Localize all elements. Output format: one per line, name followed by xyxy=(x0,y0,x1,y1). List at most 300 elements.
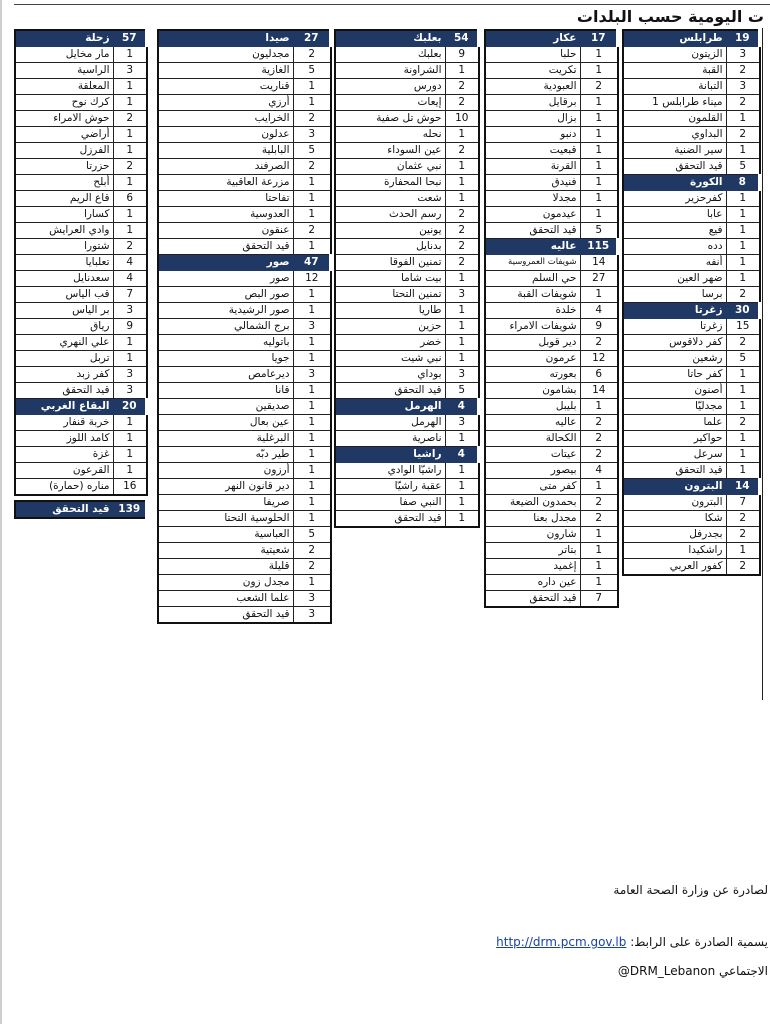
town-name: خربة قنفار xyxy=(15,415,113,431)
town-case-count: 1 xyxy=(445,463,479,479)
town-row xyxy=(158,559,331,575)
town-name: حزرتا xyxy=(15,159,113,175)
town-case-count: 1 xyxy=(293,463,331,479)
town-case-count: 1 xyxy=(726,543,760,559)
district-name: راشيا xyxy=(335,447,445,463)
town-name: ضهر العين xyxy=(623,271,726,287)
town-name: علما الشعب xyxy=(158,591,293,607)
town-name: مجدلا xyxy=(485,191,580,207)
town-case-count: 1 xyxy=(293,575,331,591)
table-akkar-aley xyxy=(484,29,620,608)
district-header-row xyxy=(623,175,760,191)
town-row xyxy=(623,287,760,303)
town-row xyxy=(15,447,147,463)
town-case-count: 3 xyxy=(445,415,479,431)
town-case-count: 1 xyxy=(726,255,760,271)
town-case-count: 1 xyxy=(726,447,760,463)
district-total-count: 19 xyxy=(726,30,760,47)
town-row xyxy=(623,351,760,367)
town-case-count: 1 xyxy=(580,559,618,575)
town-name: كفر زبد xyxy=(15,367,113,383)
town-case-count: 2 xyxy=(580,79,618,95)
town-case-count: 3 xyxy=(293,607,331,624)
town-case-count: 10 xyxy=(445,111,479,127)
town-case-count: 1 xyxy=(293,447,331,463)
town-case-count: 2 xyxy=(293,111,331,127)
town-case-count: 1 xyxy=(293,79,331,95)
town-row xyxy=(485,47,618,63)
town-row xyxy=(623,191,760,207)
town-name: طاريا xyxy=(335,303,445,319)
town-row xyxy=(485,191,618,207)
town-name: البترون xyxy=(623,495,726,511)
town-row xyxy=(335,335,479,351)
town-name: الشراونة xyxy=(335,63,445,79)
grand-total-table xyxy=(14,500,149,519)
town-row xyxy=(335,463,479,479)
town-row xyxy=(623,335,760,351)
town-name: خلدة xyxy=(485,303,580,319)
town-row xyxy=(623,415,760,431)
town-case-count: 1 xyxy=(726,191,760,207)
town-row xyxy=(335,63,479,79)
town-row xyxy=(15,79,147,95)
town-name: نبي شيت xyxy=(335,351,445,367)
town-name: كسارا xyxy=(15,207,113,223)
town-case-count: 3 xyxy=(293,367,331,383)
town-row xyxy=(485,271,618,287)
town-name: عنقون xyxy=(158,223,293,239)
town-name: العبودية xyxy=(485,79,580,95)
town-name: عين بعال xyxy=(158,415,293,431)
town-row xyxy=(623,367,760,383)
town-name: مجدليّا xyxy=(623,399,726,415)
district-total-count: 115 xyxy=(580,239,618,255)
town-case-count: 1 xyxy=(580,575,618,591)
town-case-count: 1 xyxy=(445,303,479,319)
town-case-count: 1 xyxy=(580,175,618,191)
town-case-count: 14 xyxy=(580,255,618,271)
town-name: حزين xyxy=(335,319,445,335)
town-row xyxy=(158,543,331,559)
footer-website-link[interactable]: http://drm.pcm.gov.lb xyxy=(496,935,627,949)
town-row xyxy=(623,511,760,527)
town-name: سعدنايل xyxy=(15,271,113,287)
town-name: أرزي xyxy=(158,95,293,111)
town-name: كامد اللوز xyxy=(15,431,113,447)
town-name: تمنين الفوقا xyxy=(335,255,445,271)
town-case-count: 1 xyxy=(445,191,479,207)
town-case-count: 4 xyxy=(113,271,147,287)
town-case-count: 5 xyxy=(726,351,760,367)
town-case-count: 1 xyxy=(580,399,618,415)
town-case-count: 1 xyxy=(445,175,479,191)
town-case-count: 1 xyxy=(726,431,760,447)
town-case-count: 1 xyxy=(726,239,760,255)
district-table xyxy=(157,29,333,624)
town-row xyxy=(623,159,760,175)
district-name: عاليه xyxy=(485,239,580,255)
town-name: شتورا xyxy=(15,239,113,255)
town-case-count: 2 xyxy=(293,559,331,575)
town-row xyxy=(15,335,147,351)
town-case-count: 3 xyxy=(113,303,147,319)
town-case-count: 16 xyxy=(113,479,147,496)
town-name: عابا xyxy=(623,207,726,223)
town-row xyxy=(485,527,618,543)
cropped-table-edge xyxy=(762,28,770,700)
town-row xyxy=(485,79,618,95)
town-row xyxy=(335,95,479,111)
town-row xyxy=(15,431,147,447)
town-name: بجدرفل xyxy=(623,527,726,543)
town-row xyxy=(623,543,760,559)
town-name: باتوليه xyxy=(158,335,293,351)
town-name: عين السوداء xyxy=(335,143,445,159)
district-header-row xyxy=(335,447,479,463)
town-row xyxy=(623,527,760,543)
town-case-count: 3 xyxy=(113,63,147,79)
town-name: عرمون xyxy=(485,351,580,367)
town-row xyxy=(15,95,147,111)
town-row xyxy=(158,63,331,79)
district-total-count: 27 xyxy=(293,30,331,47)
town-name: صور xyxy=(158,271,293,287)
district-name: زغرتا xyxy=(623,303,726,319)
town-name: قيد التحقق xyxy=(623,159,726,175)
town-case-count: 1 xyxy=(293,335,331,351)
town-name: كرك نوح xyxy=(15,95,113,111)
town-name: راشيّا الوادي xyxy=(335,463,445,479)
table-saida-tyre xyxy=(157,29,333,624)
town-case-count: 1 xyxy=(293,303,331,319)
town-name: نبحا المحفارة xyxy=(335,175,445,191)
town-case-count: 3 xyxy=(293,127,331,143)
town-case-count: 9 xyxy=(445,47,479,63)
town-case-count: 5 xyxy=(293,143,331,159)
town-row xyxy=(623,271,760,287)
town-case-count: 2 xyxy=(726,335,760,351)
district-total-count: 8 xyxy=(726,175,760,191)
town-name: إيعات xyxy=(335,95,445,111)
town-row xyxy=(623,223,760,239)
town-row xyxy=(485,287,618,303)
town-name: بدنايل xyxy=(335,239,445,255)
town-row xyxy=(335,175,479,191)
town-row xyxy=(15,47,147,63)
town-name: طير دبّه xyxy=(158,447,293,463)
town-case-count: 1 xyxy=(113,415,147,431)
town-row xyxy=(158,383,331,399)
footer-link-line xyxy=(496,935,768,949)
town-row xyxy=(158,239,331,255)
town-case-count: 1 xyxy=(580,95,618,111)
town-name: التبانة xyxy=(623,79,726,95)
town-row xyxy=(15,319,147,335)
town-row xyxy=(623,79,760,95)
town-name: الراسية xyxy=(15,63,113,79)
town-case-count: 2 xyxy=(445,207,479,223)
town-row xyxy=(623,463,760,479)
town-case-count: 2 xyxy=(726,127,760,143)
town-case-count: 1 xyxy=(113,351,147,367)
town-name: القبة xyxy=(623,63,726,79)
town-row xyxy=(15,367,147,383)
town-case-count: 1 xyxy=(726,207,760,223)
town-row xyxy=(15,287,147,303)
town-name: برسا xyxy=(623,287,726,303)
town-name: عيتات xyxy=(485,447,580,463)
town-row xyxy=(158,191,331,207)
town-name: المعلقة xyxy=(15,79,113,95)
town-name: تمنين التحتا xyxy=(335,287,445,303)
town-case-count: 5 xyxy=(293,63,331,79)
town-name: شكا xyxy=(623,511,726,527)
town-name: علي النهري xyxy=(15,335,113,351)
town-row xyxy=(623,207,760,223)
town-case-count: 1 xyxy=(580,479,618,495)
town-name: حي السلم xyxy=(485,271,580,287)
town-name: علما xyxy=(623,415,726,431)
table-zahle-bekaa xyxy=(14,29,149,519)
town-case-count: 1 xyxy=(445,431,479,447)
town-row xyxy=(158,303,331,319)
town-name: نبي عثمان xyxy=(335,159,445,175)
town-row xyxy=(485,223,618,239)
town-case-count: 2 xyxy=(293,159,331,175)
town-case-count: 2 xyxy=(580,431,618,447)
town-row xyxy=(485,319,618,335)
town-case-count: 1 xyxy=(113,79,147,95)
town-row xyxy=(15,255,147,271)
district-name: طرابلس xyxy=(623,30,726,47)
town-name: كفر حاتا xyxy=(623,367,726,383)
town-name: صور الرشيدية xyxy=(158,303,293,319)
town-name: قاع الريم xyxy=(15,191,113,207)
town-row xyxy=(335,47,479,63)
town-row xyxy=(15,111,147,127)
town-name: رسم الحدث xyxy=(335,207,445,223)
town-case-count: 3 xyxy=(113,383,147,399)
town-name: صديقين xyxy=(158,399,293,415)
district-total-count: 4 xyxy=(445,447,479,463)
town-row xyxy=(623,239,760,255)
town-row xyxy=(158,495,331,511)
town-row xyxy=(623,447,760,463)
town-row xyxy=(158,271,331,287)
town-case-count: 1 xyxy=(293,95,331,111)
town-case-count: 1 xyxy=(580,47,618,63)
footer-source-text: لصادرة عن وزارة الصحة العامة xyxy=(613,883,768,897)
town-name: العدوسية xyxy=(158,207,293,223)
town-name: شعت xyxy=(335,191,445,207)
town-name: قيد التحقق xyxy=(335,383,445,399)
town-row xyxy=(15,271,147,287)
town-case-count: 2 xyxy=(445,95,479,111)
town-name: شعيتية xyxy=(158,543,293,559)
town-row xyxy=(158,607,331,624)
town-case-count: 6 xyxy=(113,191,147,207)
town-row xyxy=(158,143,331,159)
town-name: ديرعامص xyxy=(158,367,293,383)
town-case-count: 3 xyxy=(445,367,479,383)
district-total-count: 30 xyxy=(726,303,760,319)
town-case-count: 2 xyxy=(293,543,331,559)
town-name: الخرايب xyxy=(158,111,293,127)
town-case-count: 1 xyxy=(113,207,147,223)
town-name: الصرفند xyxy=(158,159,293,175)
town-row xyxy=(15,351,147,367)
town-case-count: 1 xyxy=(113,335,147,351)
town-case-count: 1 xyxy=(293,383,331,399)
town-case-count: 1 xyxy=(580,191,618,207)
town-case-count: 27 xyxy=(580,271,618,287)
town-case-count: 1 xyxy=(580,127,618,143)
town-case-count: 1 xyxy=(293,511,331,527)
district-total-count: 57 xyxy=(113,30,147,47)
district-header-row xyxy=(158,30,331,47)
town-name: البابلية xyxy=(158,143,293,159)
district-total-count: 20 xyxy=(113,399,147,415)
town-name: دده xyxy=(623,239,726,255)
town-row xyxy=(158,447,331,463)
town-case-count: 1 xyxy=(445,63,479,79)
town-row xyxy=(158,319,331,335)
town-name: بيت شاما xyxy=(335,271,445,287)
town-row xyxy=(158,367,331,383)
town-row xyxy=(335,239,479,255)
district-header-row xyxy=(335,399,479,415)
town-name: مجدل بعنا xyxy=(485,511,580,527)
town-case-count: 2 xyxy=(726,559,760,576)
town-case-count: 2 xyxy=(445,223,479,239)
town-case-count: 1 xyxy=(445,479,479,495)
town-case-count: 1 xyxy=(445,335,479,351)
town-name: رياق xyxy=(15,319,113,335)
town-case-count: 1 xyxy=(726,223,760,239)
town-case-count: 1 xyxy=(293,207,331,223)
town-row xyxy=(485,63,618,79)
town-row xyxy=(623,559,760,576)
district-name: البترون xyxy=(623,479,726,495)
town-name: كفرحزير xyxy=(623,191,726,207)
town-name: ميناء طرابلس 1 xyxy=(623,95,726,111)
town-case-count: 3 xyxy=(726,79,760,95)
town-name: عيدمون xyxy=(485,207,580,223)
town-row xyxy=(335,143,479,159)
town-case-count: 1 xyxy=(113,223,147,239)
town-name: شويفات القبة xyxy=(485,287,580,303)
grand-total-row xyxy=(15,501,147,518)
town-row xyxy=(485,335,618,351)
town-row xyxy=(335,415,479,431)
town-name: أنفه xyxy=(623,255,726,271)
town-case-count: 9 xyxy=(113,319,147,335)
town-case-count: 3 xyxy=(293,591,331,607)
town-case-count: 1 xyxy=(293,351,331,367)
town-name: قليلة xyxy=(158,559,293,575)
town-name: جويا xyxy=(158,351,293,367)
town-row xyxy=(485,559,618,575)
town-name: خضر xyxy=(335,335,445,351)
town-row xyxy=(623,111,760,127)
town-row xyxy=(158,479,331,495)
grand-total-count: 139 xyxy=(113,501,147,518)
town-name: تفاحتا xyxy=(158,191,293,207)
town-case-count: 3 xyxy=(445,287,479,303)
town-case-count: 2 xyxy=(726,95,760,111)
town-row xyxy=(335,495,479,511)
town-case-count: 1 xyxy=(113,447,147,463)
town-row xyxy=(335,255,479,271)
town-row xyxy=(623,383,760,399)
town-row xyxy=(335,511,479,528)
town-row xyxy=(15,175,147,191)
town-name: زغرتا xyxy=(623,319,726,335)
town-case-count: 14 xyxy=(580,383,618,399)
town-case-count: 7 xyxy=(726,495,760,511)
town-case-count: 1 xyxy=(445,159,479,175)
town-row xyxy=(158,127,331,143)
town-row xyxy=(335,79,479,95)
town-case-count: 1 xyxy=(113,47,147,63)
town-row xyxy=(158,79,331,95)
town-name: بعلبك xyxy=(335,47,445,63)
town-row xyxy=(15,143,147,159)
town-name: بعورته xyxy=(485,367,580,383)
town-name: دورس xyxy=(335,79,445,95)
town-row xyxy=(485,479,618,495)
town-row xyxy=(158,95,331,111)
town-row xyxy=(623,95,760,111)
town-row xyxy=(485,351,618,367)
town-case-count: 4 xyxy=(113,255,147,271)
district-name: الكورة xyxy=(623,175,726,191)
town-name: شارون xyxy=(485,527,580,543)
town-row xyxy=(485,111,618,127)
town-case-count: 1 xyxy=(293,239,331,255)
town-name: البرغلية xyxy=(158,431,293,447)
town-case-count: 4 xyxy=(580,463,618,479)
town-case-count: 1 xyxy=(726,143,760,159)
town-name: تكريت xyxy=(485,63,580,79)
town-row xyxy=(485,511,618,527)
town-row xyxy=(158,415,331,431)
town-name: صور البص xyxy=(158,287,293,303)
town-case-count: 1 xyxy=(113,175,147,191)
town-row xyxy=(485,431,618,447)
district-header-row xyxy=(623,303,760,319)
town-row xyxy=(158,335,331,351)
town-name: قيد التحقق xyxy=(335,511,445,528)
town-row xyxy=(485,95,618,111)
town-row xyxy=(335,271,479,287)
district-header-row xyxy=(15,399,147,415)
town-name: وادي العرايش xyxy=(15,223,113,239)
town-row xyxy=(15,159,147,175)
town-case-count: 1 xyxy=(445,351,479,367)
town-name: الهرمل xyxy=(335,415,445,431)
town-row xyxy=(623,431,760,447)
town-row xyxy=(335,319,479,335)
town-case-count: 1 xyxy=(580,159,618,175)
town-name: رشعين xyxy=(623,351,726,367)
town-name: نحله xyxy=(335,127,445,143)
town-name: قيد التحقق xyxy=(485,591,580,608)
town-name: قناريت xyxy=(158,79,293,95)
town-case-count: 1 xyxy=(580,63,618,79)
town-case-count: 1 xyxy=(445,271,479,287)
